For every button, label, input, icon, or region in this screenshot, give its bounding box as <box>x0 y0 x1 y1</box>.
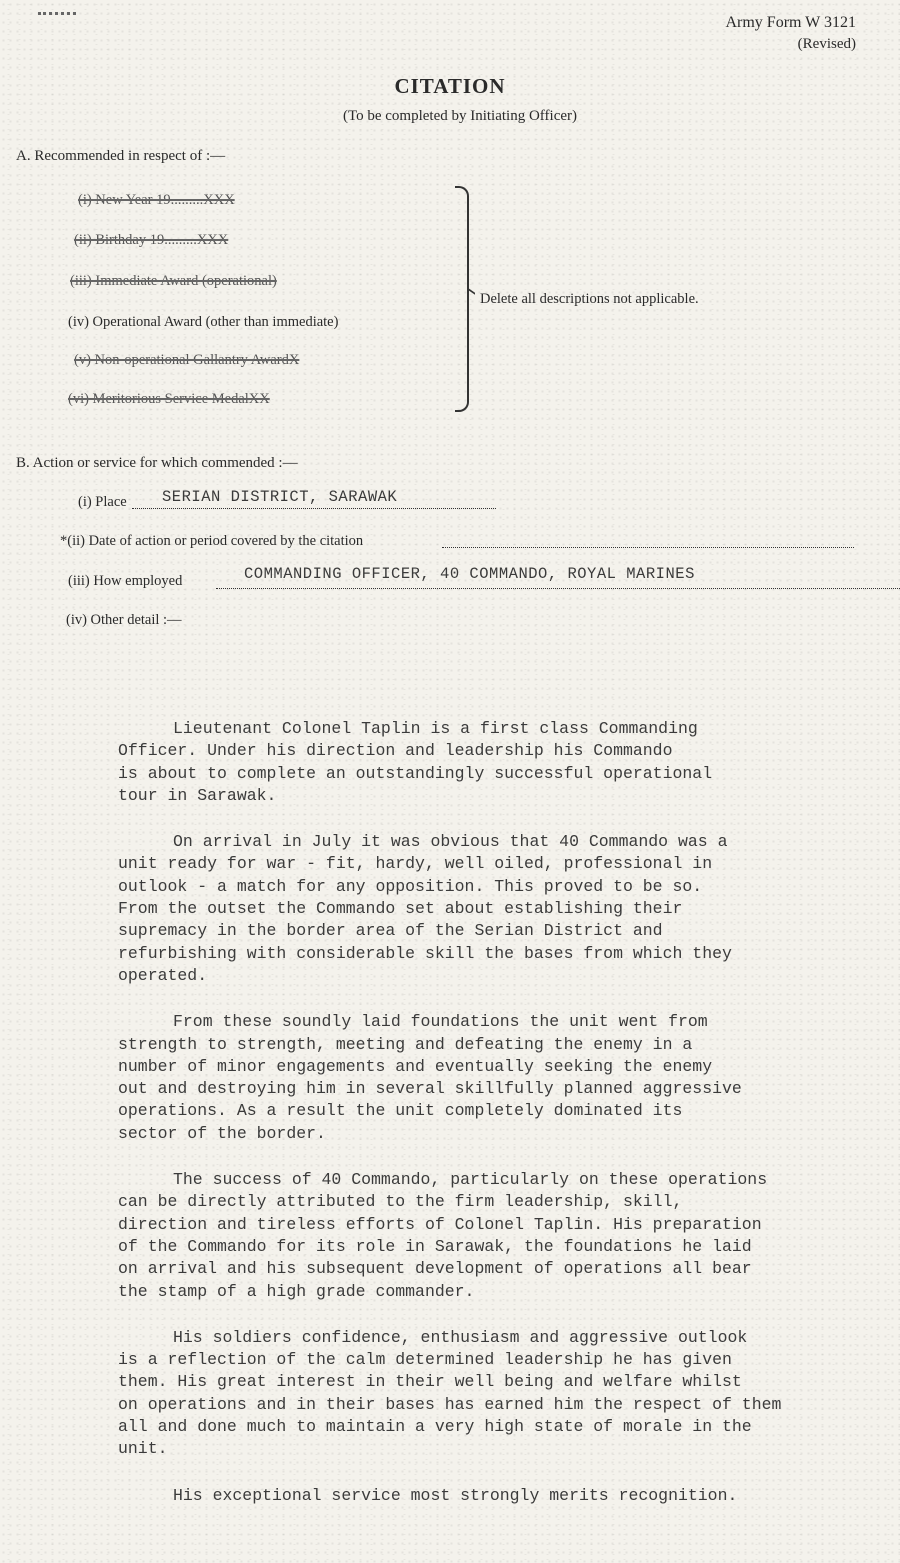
page-subtitle: (To be completed by Initiating Officer) <box>342 108 577 124</box>
form-number: Army Form W 3121 <box>725 14 856 31</box>
option-birthday: (ii) Birthday 19.........XXX <box>74 232 229 248</box>
date-label: *(ii) Date of action or period covered by the citation <box>60 533 364 549</box>
date-line <box>442 547 854 548</box>
citation-paragraph: From these soundly laid foundations the unit went from strength to strength, meeting and defeating the enemy in a number of minor engagements and eventually seeking the enemy out and destroying him in several skillfully planned aggressive operations. As a result the unit completely dominated its sector of the border. <box>118 1012 742 1143</box>
citation-body <box>118 718 878 1531</box>
place-label: (i) Place <box>78 494 127 510</box>
delete-note: Delete all descriptions not applicable. <box>480 291 699 307</box>
section-b-label: B. Action or service for which commended :— <box>16 455 298 471</box>
citation-paragraph: His soldiers confidence, enthusiasm and aggressive outlook is a reflection of the calm determined leadership he has given them. His great interest in their well being and welfare whilst on operations and in their bases has earned him the respect of them all and done much to maintain a very high state of morale in the unit. <box>118 1327 782 1459</box>
option-immediate-award: (iii) Immediate Award (operational) <box>70 273 277 289</box>
other-detail-label: (iv) Other detail :— <box>66 612 182 628</box>
citation-paragraph: On arrival in July it was obvious that 40 Commando was a unit ready for war - fit, hardy, well oiled, professional in outlook - a match for any opposition. This proved to be so. From the outset the Commando set about establishing their supremacy in the border area of the Serian District and refurbishing with considerable skill the bases from which they operated. <box>118 832 732 985</box>
option-non-operational-gallantry: (v) Non-operational Gallantry AwardX <box>74 352 300 368</box>
option-operational-award: (iv) Operational Award (other than immediate) <box>68 314 339 330</box>
option-new-year: (i) New Year 19.........XXX <box>78 192 235 208</box>
form-revision: (Revised) <box>797 36 856 52</box>
corner-smudge <box>38 12 76 20</box>
citation-paragraph: His exceptional service most strongly merits recognition. <box>173 1485 738 1505</box>
place-line <box>132 508 496 509</box>
employed-label: (iii) How employed <box>68 573 183 589</box>
citation-paragraph: The success of 40 Commando, particularly on these operations can be directly attributed to the firm leadership, skill, direction and tireless efforts of Colonel Taplin. His preparation of the Commando for its role in Sarawak, the foundations he laid on arrival and his subsequent development of operations all bear the stamp of a high grade commander. <box>118 1170 768 1301</box>
employed-value: COMMANDING OFFICER, 40 COMMANDO, ROYAL MARINES <box>244 565 695 583</box>
option-meritorious-service: (vi) Meritorious Service MedalXX <box>68 391 270 407</box>
citation-paragraph: Lieutenant Colonel Taplin is a first class Commanding Officer. Under his direction and leadership his Commando is about to complete an outstandingly successful operational tour in Sarawak. <box>118 719 713 805</box>
employed-line <box>216 588 900 589</box>
section-a-label: A. Recommended in respect of :— <box>16 148 226 164</box>
page-title: CITATION <box>394 74 506 98</box>
place-value: SERIAN DISTRICT, SARAWAK <box>162 488 398 506</box>
